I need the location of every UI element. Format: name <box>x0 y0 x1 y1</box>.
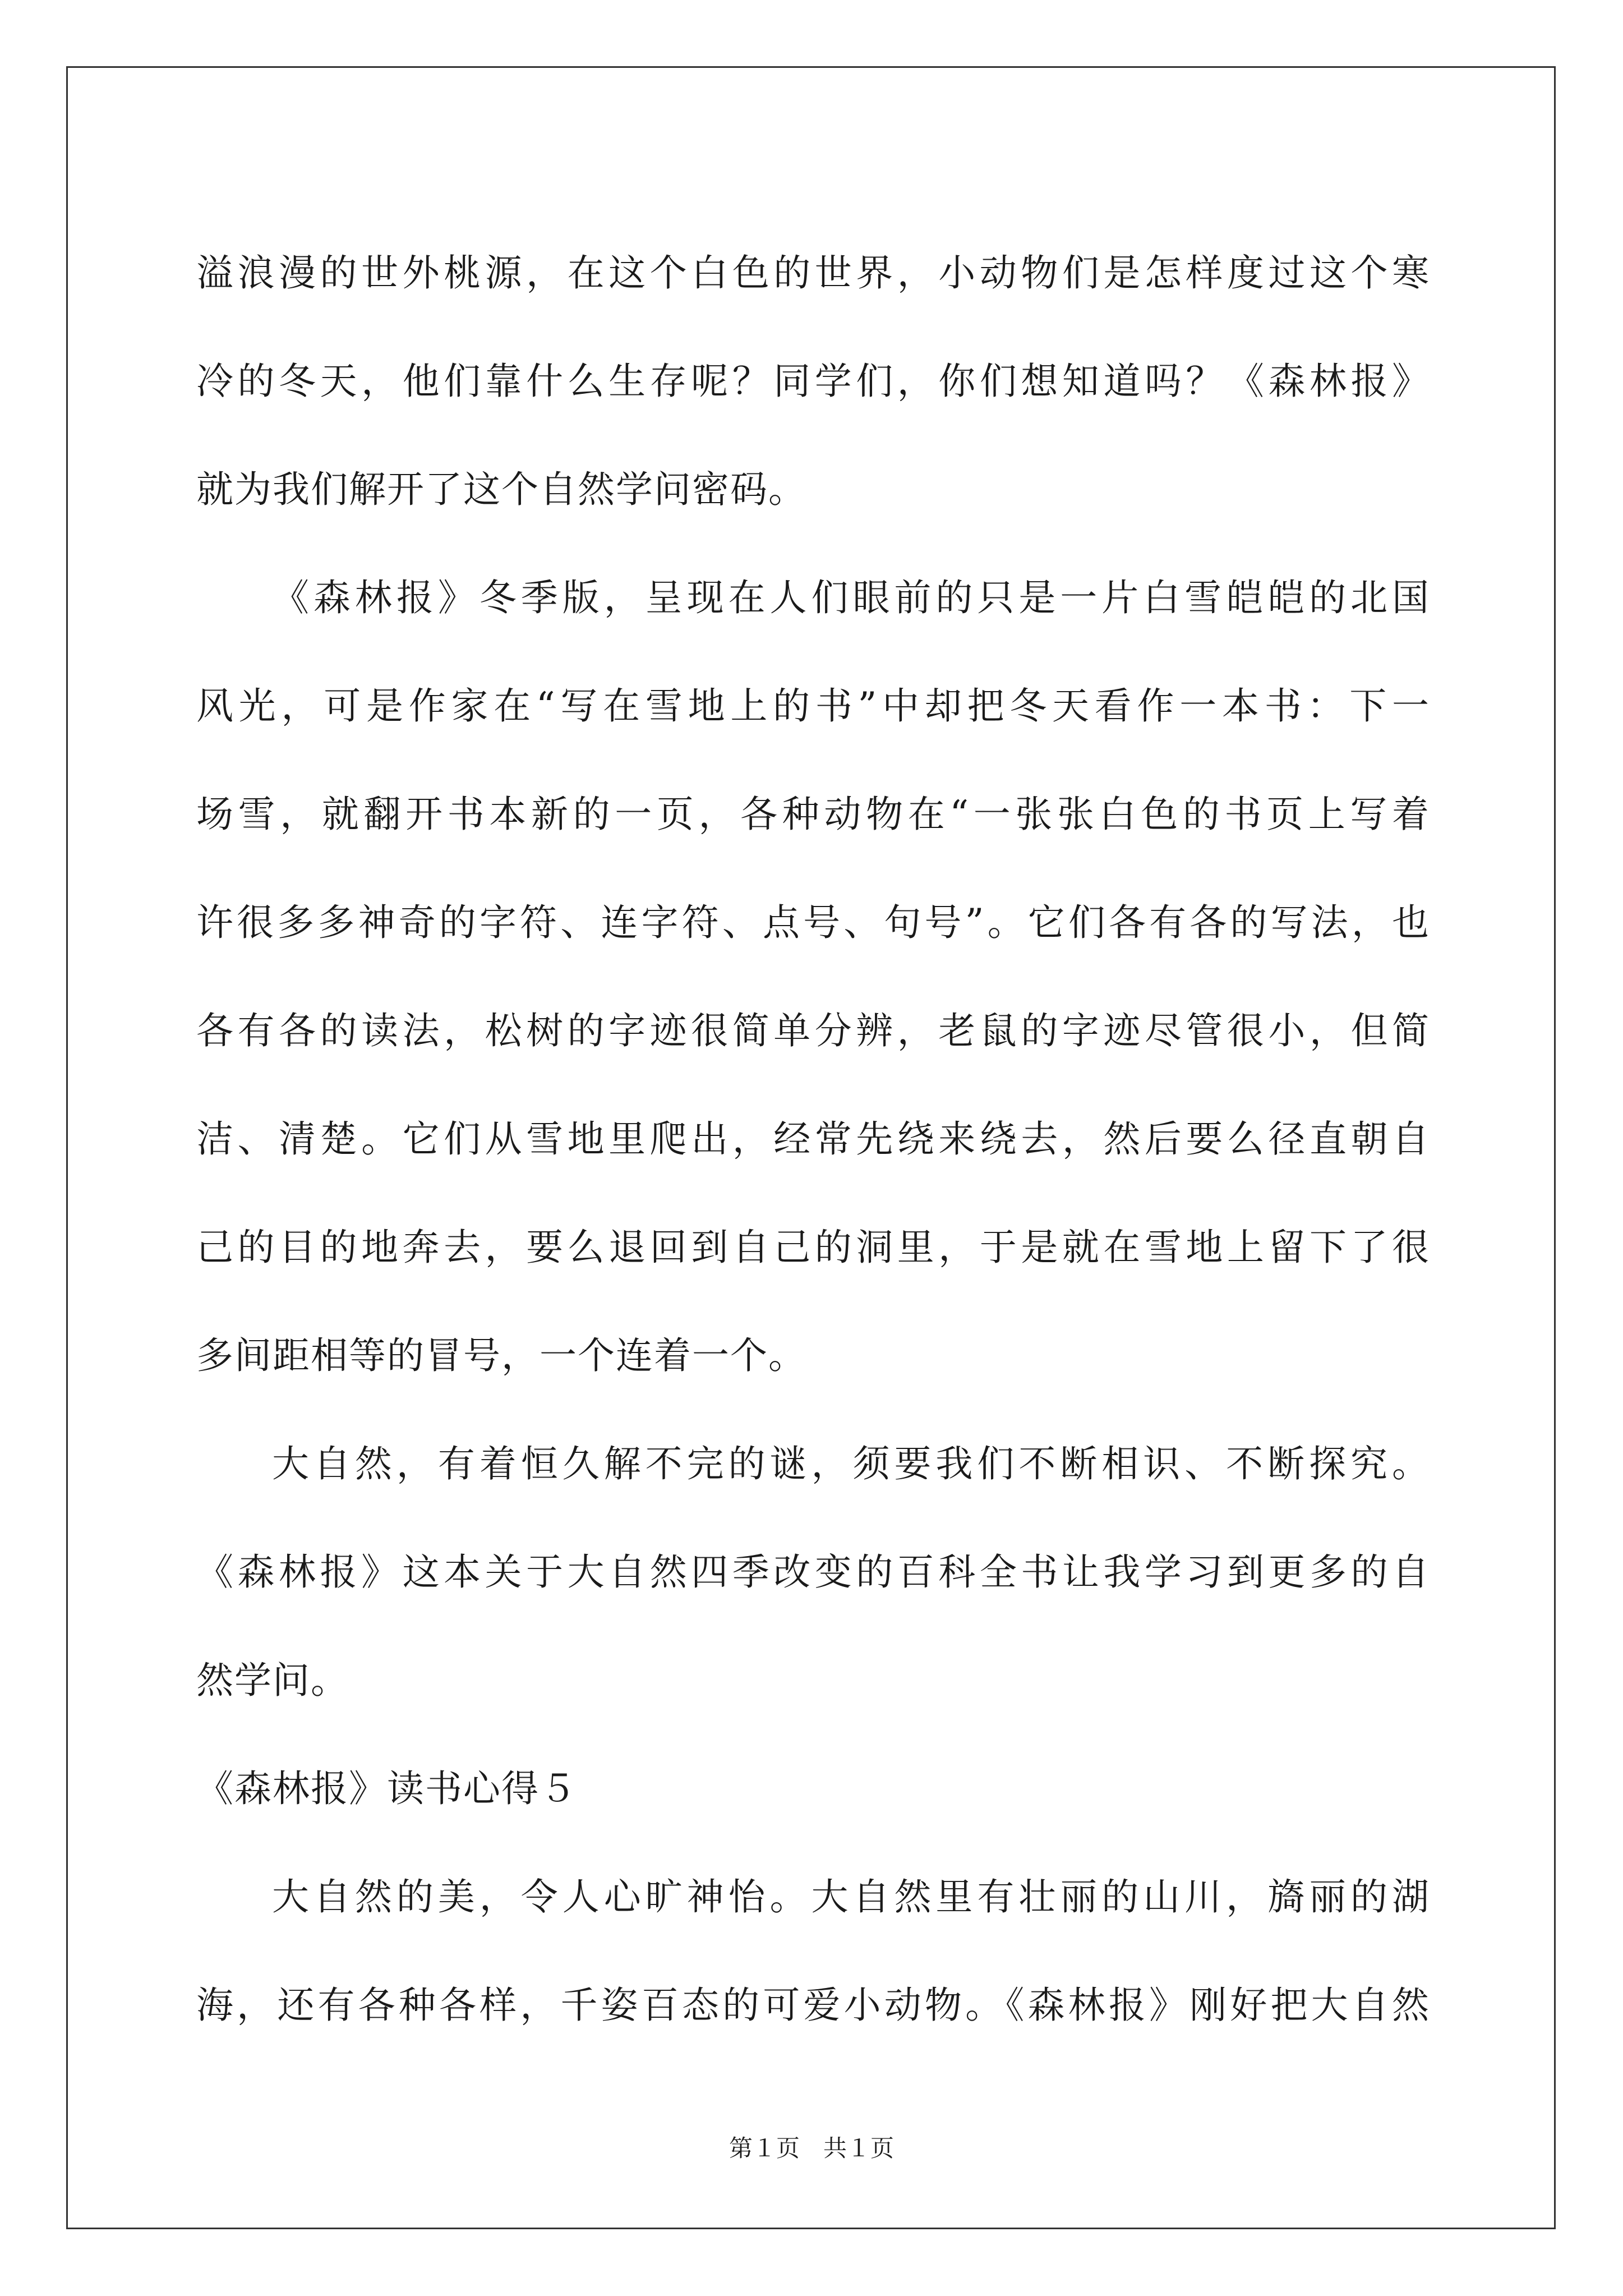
body-text <box>196 219 1430 2059</box>
text-line: 大自然，有着恒久解不完的谜，须要我们不断相识、不断探究。 <box>272 1442 1430 1485</box>
section-heading: 《森林报》读书心得５ <box>196 1767 578 1810</box>
text-line: 冷的冬天，他们靠什么生存呢？同学们，你们想知道吗？《森林报》 <box>196 360 1430 403</box>
text-line: 《森林报》这本关于大自然四季改变的百科全书让我学习到更多的自 <box>196 1550 1430 1594</box>
text-line: 《森林报》冬季版，呈现在人们眼前的只是一片白雪皑皑的北国 <box>272 576 1430 619</box>
text-line: 就为我们解开了这个自然学问密码。 <box>196 468 806 511</box>
text-line: 溢浪漫的世外桃源，在这个白色的世界，小动物们是怎样度过这个寒 <box>196 251 1430 295</box>
text-line: 己的目的地奔去，要么退回到自己的洞里，于是就在雪地上留下了很 <box>196 1226 1430 1269</box>
text-line: 海，还有各种各样，千姿百态的可爱小动物。《森林报》刚好把大自然 <box>196 1984 1430 2027</box>
page-number: 第１页 <box>728 2134 800 2162</box>
text-line: 多间距相等的冒号，一个连着一个。 <box>196 1334 806 1377</box>
text-line: 然学问。 <box>196 1659 349 1702</box>
text-line: 风光，可是作家在“写在雪地上的书”中却把冬天看作一本书：下一 <box>196 684 1430 728</box>
page-footer <box>0 2134 1623 2162</box>
text-line: 大自然的美，令人心旷神怡。大自然里有壮丽的山川，旖丽的湖 <box>272 1875 1430 1918</box>
text-line: 许很多多神奇的字符、连字符、点号、句号”。它们各有各的写法，也 <box>196 901 1430 944</box>
text-line: 各有各的读法，松树的字迹很简单分辨，老鼠的字迹尽管很小，但简 <box>196 1009 1430 1052</box>
page-total: 共１页 <box>823 2134 895 2162</box>
text-line: 场雪，就翻开书本新的一页，各种动物在“一张张白色的书页上写着 <box>196 793 1430 836</box>
text-line: 洁、清楚。它们从雪地里爬出，经常先绕来绕去，然后要么径直朝自 <box>196 1117 1430 1161</box>
